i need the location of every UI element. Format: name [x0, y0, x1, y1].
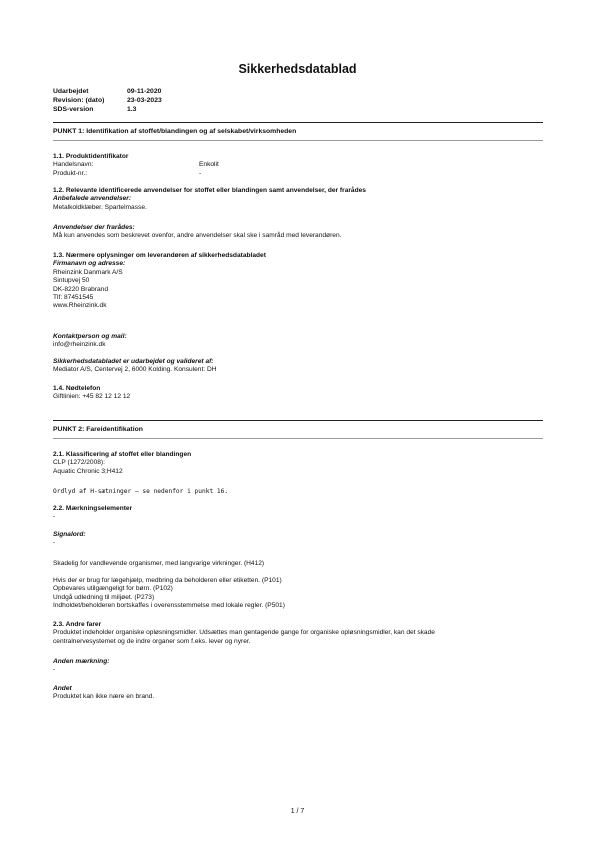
subheading: Anvendelser der frarådes:: [53, 224, 135, 231]
subsection-title: 2.1. Klassificering af stoffet eller blandingen: [53, 451, 192, 458]
other-block: [53, 685, 543, 702]
section-1-1: [53, 153, 543, 178]
meta-row: [53, 105, 162, 114]
document-meta: [53, 87, 162, 114]
paragraph: Metalkoldklæber. Spartelmasse.: [53, 203, 147, 211]
paragraph: CLP (1272/2008):: [53, 459, 105, 467]
subheading: Anbefalede anvendelser:: [53, 195, 132, 203]
paragraph: Produktet kan ikke nære en brand.: [53, 693, 155, 701]
contact-block: [53, 333, 543, 350]
kv-row: [53, 161, 543, 169]
paragraph: -: [53, 513, 56, 521]
meta-key: SDS-version: [53, 106, 94, 113]
paragraph: Produktet indeholder organiske opløsningsmidler. Udsættes man gentagende gange for organiske opløsningsmidler, kan det skade: [53, 629, 435, 637]
hazard-statement: Skadelig for vandlevende organismer, med langvarige virkninger. (H412): [53, 560, 265, 567]
page-number: 1 / 7: [290, 808, 305, 815]
section-1-header: [53, 122, 543, 141]
signal-word-block: [53, 531, 543, 548]
other-labelling-block: [53, 658, 543, 675]
subsection-title: 1.3. Nærmere oplysninger om leverandøren af sikkerhedsdatabladet: [53, 252, 266, 259]
prepared-block: [53, 358, 543, 375]
p-statement: Indholdet/beholderen bortskaffes i overensstemmelse med lokale regler. (P501): [53, 602, 285, 610]
subheading: Firmanavn og adresse:: [53, 260, 126, 268]
subsection-title: 1.4. Nødtelefon: [53, 385, 101, 392]
subheading: Anden mærkning:: [53, 658, 110, 665]
address-line: Sintupvej 50: [53, 277, 90, 285]
website-link[interactable]: www.Rheinzink.dk: [53, 302, 107, 310]
section-2-heading: PUNKT 2: Fareidentifikation: [53, 426, 143, 433]
address-line: Tlf: 87451545: [53, 294, 94, 302]
paragraph: Aquatic Chronic 3;H412: [53, 467, 123, 475]
meta-value: 09-11-2020: [127, 88, 162, 95]
subsection-title: 1.1. Produktidentifikator: [53, 153, 129, 160]
subsection-title: 1.2. Relevante identificerede anvendelser for stoffet eller blandingen samt anvendelser, der frarådes: [53, 187, 366, 194]
subsection-title: 2.3. Andre farer: [53, 621, 102, 628]
section-2-header: [53, 420, 543, 439]
meta-row: [53, 96, 162, 105]
kv-key: Produkt-nr.:: [53, 169, 88, 177]
kv-value: -: [199, 169, 202, 177]
meta-value: 23-03-2023: [127, 97, 162, 104]
kv-value: Enkolit: [199, 161, 219, 169]
subheading: Kontaktperson og mail:: [53, 333, 127, 340]
kv-row: [53, 170, 543, 178]
paragraph: -: [53, 539, 56, 547]
p-statement: Undgå udledning til miljøet. (P273): [53, 593, 155, 601]
meta-row: [53, 87, 162, 96]
section-1-heading: PUNKT 1: Identifikation af stoffet/blandingen og af selskabet/virksomheden: [53, 128, 297, 135]
subheading: Andet: [53, 685, 72, 692]
subsection-title: 2.2. Mærkningselementer: [53, 505, 133, 512]
kv-key: Handelsnavn:: [53, 161, 94, 169]
contact-email[interactable]: info@rheinzink.dk: [53, 341, 106, 349]
paragraph: Mediator A/S, Centervej 2, 6000 Kolding. Konsulent: DH: [53, 366, 217, 374]
section-1-2: [53, 187, 543, 212]
meta-value: 1.3: [127, 106, 137, 113]
p-statement: Opbevares utilgængeligt for børn. (P102): [53, 585, 173, 593]
h-phrase-note: Ordlyd af H-sætninger – se nedenfor i punkt 16.: [53, 488, 229, 495]
section-1-3: [53, 252, 543, 311]
emergency-phone: Giftlinien: +45 82 12 12 12: [53, 393, 131, 401]
precautionary-statements: [53, 577, 543, 611]
section-2-3: [53, 621, 543, 646]
section-2-2: [53, 505, 543, 522]
paragraph: -: [53, 666, 56, 674]
meta-key: Udarbejdet: [53, 88, 89, 95]
meta-key: Revision: (dato): [53, 97, 105, 104]
document-title: Sikkerhedsdatablad: [238, 62, 357, 76]
p-statement: Hvis der er brug for lægehjælp, medbring da beholderen eller etiketten. (P101): [53, 577, 282, 584]
address-line: Rheinzink Danmark A/S: [53, 268, 123, 276]
subheading: Signalord:: [53, 531, 86, 538]
subheading: Sikkerhedsdatabladet er udarbejdet og valideret af:: [53, 358, 214, 365]
address-line: DK-8220 Brabrand: [53, 285, 108, 293]
paragraph: Må kun anvendes som beskrevet ovenfor, andre anvendelser skal ske i samråd med leverandøren.: [53, 232, 342, 240]
section-2-1: [53, 451, 543, 476]
paragraph: centralnervesystemet og de indre organer som f.eks. lever og nyrer.: [53, 637, 251, 645]
section-1-4: [53, 385, 543, 402]
section-1-2-restrictions: [53, 224, 543, 241]
